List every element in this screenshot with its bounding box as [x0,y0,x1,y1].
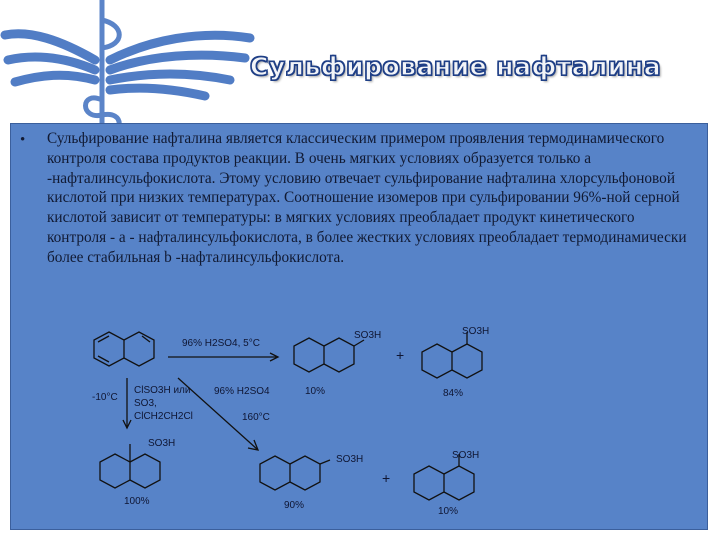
so3h-label: SO3H [462,326,490,337]
yield-bottom-alpha: 10% [438,506,459,517]
naphthalene-start-icon [92,330,162,374]
condition-left-temp: -10°C [92,392,118,403]
so3h-label: SO3H [336,454,364,465]
alpha-naphthalenesulfonic-acid-bottom-icon [412,462,487,506]
condition-top: 96% H2SO4, 5°C [182,338,260,349]
so3h-label: SO3H [354,330,382,341]
beta-naphthalenesulfonic-acid-bottom-icon [258,452,338,496]
alpha-naphthalenesulfonic-acid-top-icon [420,340,495,384]
condition-mid-temp: 160°C [242,412,270,423]
yield-top-beta: 10% [305,386,326,397]
arrow-down-left-icon [122,378,132,433]
condition-mid: 96% H2SO4 [214,386,270,397]
yield-bottom-beta: 90% [284,500,305,511]
condition-left-reagent: ClSO3H или SO3, ClCH2CH2Cl [134,385,193,422]
arrow-top-icon [168,352,283,362]
so3h-label: SO3H [148,438,176,449]
bullet-marker: • [20,132,26,148]
slide-title: Сульфирование нафталина [250,52,662,81]
yield-top-alpha: 84% [443,388,464,399]
plus-sign: + [382,470,391,486]
yield-left: 100% [124,496,150,507]
alpha-naphthalenesulfonic-acid-left-icon [98,450,173,494]
body-paragraph: Сульфирование нафталина является классическим примером проявления термодинамического контроля состава продуктов реакции. В очень мягких условиях образуется только a -нафталинсульфокислота. Этому условию отвечает сульфирование нафталина хлорсульфоновой кислотой при низких температурах. Соотношение изомеров при сульфировании 96%-ной серной кислотой зависит от температуры: в мягких условиях преобладает продукт кинетического контроля - a - нафталинсульфокислота, в более жестких условиях преобладает термодинамически более стабильная b -нафталинсульфокислота. [47,130,687,266]
plus-sign: + [396,347,405,363]
so3h-label: SO3H [452,450,480,461]
